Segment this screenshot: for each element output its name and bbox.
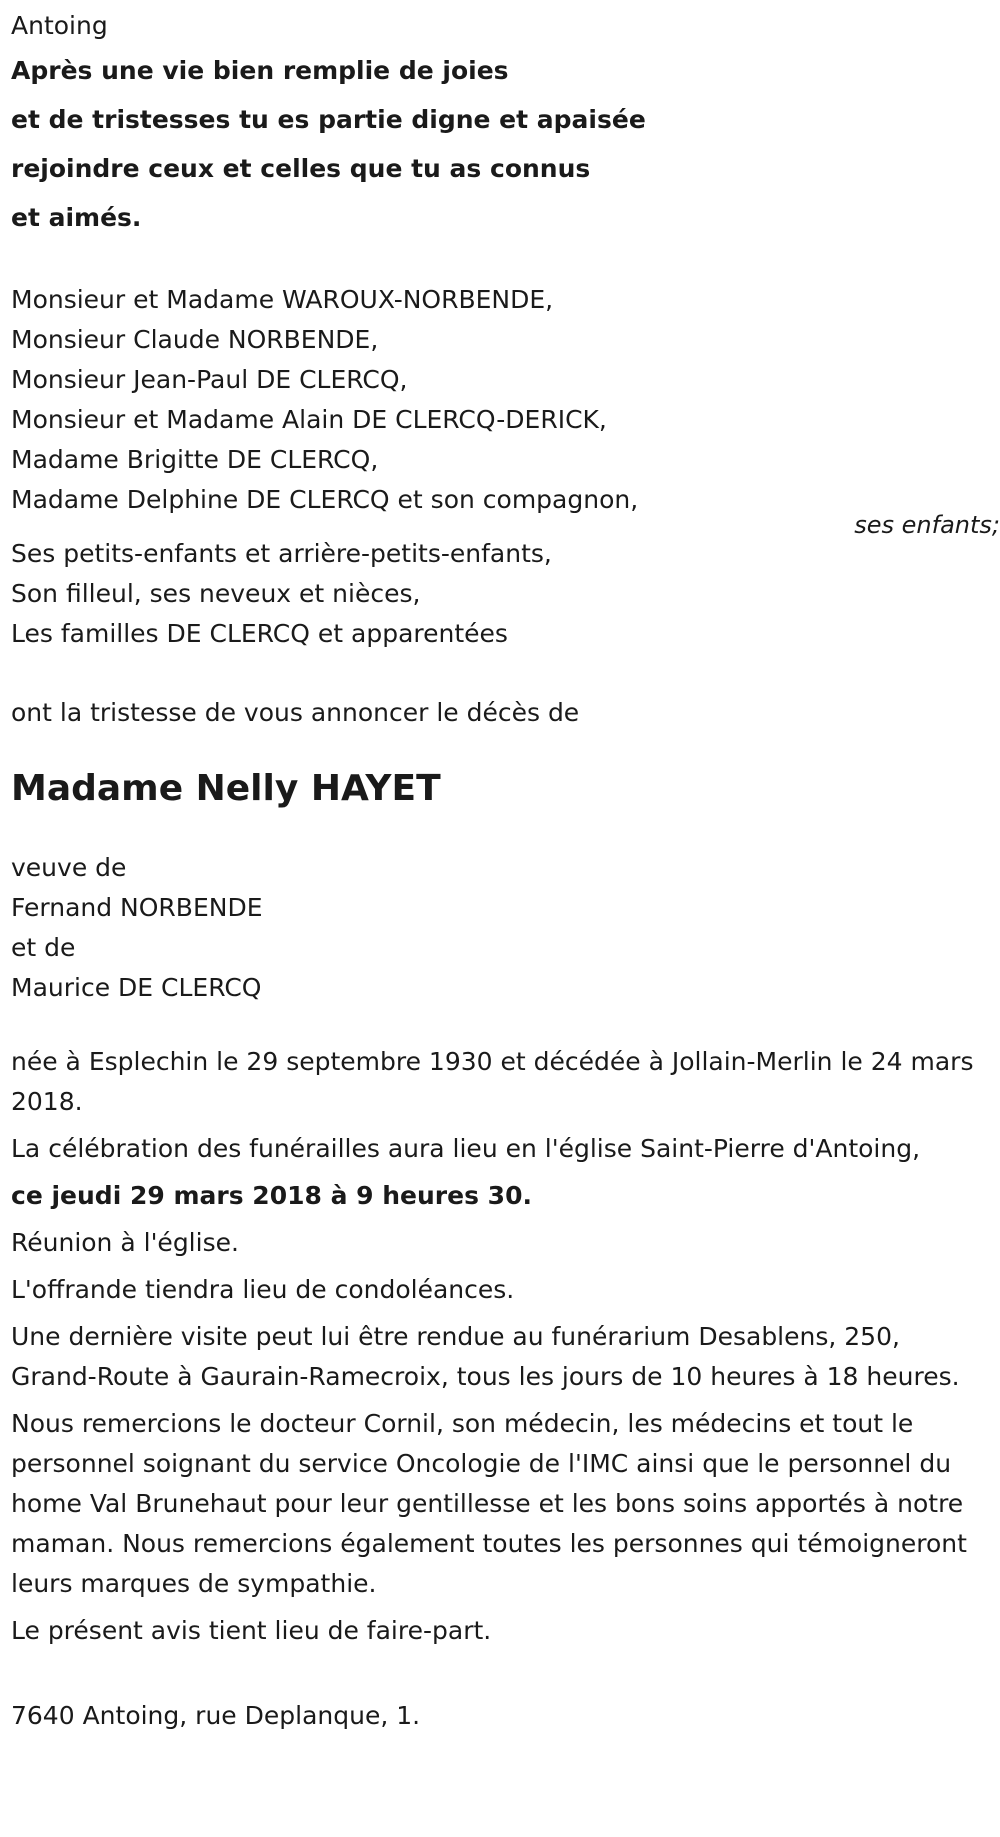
ceremony-date: ce jeudi 29 mars 2018 à 9 heures 30.	[11, 1181, 532, 1210]
relatives-list	[11, 534, 991, 654]
children-list	[11, 280, 991, 520]
offering-info: L'offrande tiendra lieu de condoléances.	[11, 1275, 515, 1304]
widow-line: et de	[11, 933, 76, 962]
widow-of	[11, 848, 991, 1008]
intro-verse	[11, 46, 991, 242]
widow-line: Maurice DE CLERCQ	[11, 973, 262, 1002]
relative-entry: Ses petits-enfants et arrière-petits-enfants,	[11, 539, 552, 568]
child-entry: Monsieur et Madame Alain DE CLERCQ-DERICK,	[11, 405, 607, 434]
child-entry: Monsieur Claude NORBENDE,	[11, 325, 379, 354]
widow-line: veuve de	[11, 853, 127, 882]
intro-line: rejoindre ceux et celles que tu as connus	[11, 154, 591, 183]
ceremony-info: La célébration des funérailles aura lieu en l'église Saint-Pierre d'Antoing,	[11, 1134, 921, 1163]
relative-entry: Les familles DE CLERCQ et apparentées	[11, 619, 508, 648]
child-entry: Madame Delphine DE CLERCQ et son compagnon,	[11, 485, 639, 514]
visit-info: Une dernière visite peut lui être rendue au funérarium Desablens, 250, Grand-Route à Gaurain-Ramecroix, tous les jours de 10 heures à 18 heures.	[11, 1322, 960, 1391]
intro-line: Après une vie bien remplie de joies	[11, 56, 509, 85]
announcement: ont la tristesse de vous annoncer le décès de	[11, 698, 580, 727]
location: Antoing	[11, 11, 108, 40]
notice-text: Le présent avis tient lieu de faire-part.	[11, 1616, 492, 1645]
child-entry: Madame Brigitte DE CLERCQ,	[11, 445, 379, 474]
deceased-name: Madame Nelly HAYET	[11, 768, 441, 809]
relative-entry: Son filleul, ses neveux et nièces,	[11, 579, 421, 608]
meeting-info: Réunion à l'église.	[11, 1228, 239, 1257]
intro-line: et aimés.	[11, 203, 142, 232]
child-entry: Monsieur et Madame WAROUX-NORBENDE,	[11, 285, 554, 314]
address: 7640 Antoing, rue Deplanque, 1.	[11, 1701, 421, 1730]
birth-death-info: née à Esplechin le 29 septembre 1930 et décédée à Jollain-Merlin le 24 mars 2018.	[11, 1047, 974, 1116]
intro-line: et de tristesses tu es partie digne et apaisée	[11, 105, 646, 134]
child-entry: Monsieur Jean-Paul DE CLERCQ,	[11, 365, 408, 394]
children-label: ses enfants;	[854, 511, 1000, 539]
obituary-notice	[11, 6, 991, 1736]
widow-line: Fernand NORBENDE	[11, 893, 263, 922]
thanks-paragraph: Nous remercions le docteur Cornil, son médecin, les médecins et tout le personnel soignant du service Oncologie de l'IMC ainsi que le personnel du home Val Brunehaut pour leur gentillesse et les bons soins apportés à notre maman. Nous remercions également toutes les personnes qui témoigneront leurs marques de sympathie.	[11, 1409, 967, 1598]
